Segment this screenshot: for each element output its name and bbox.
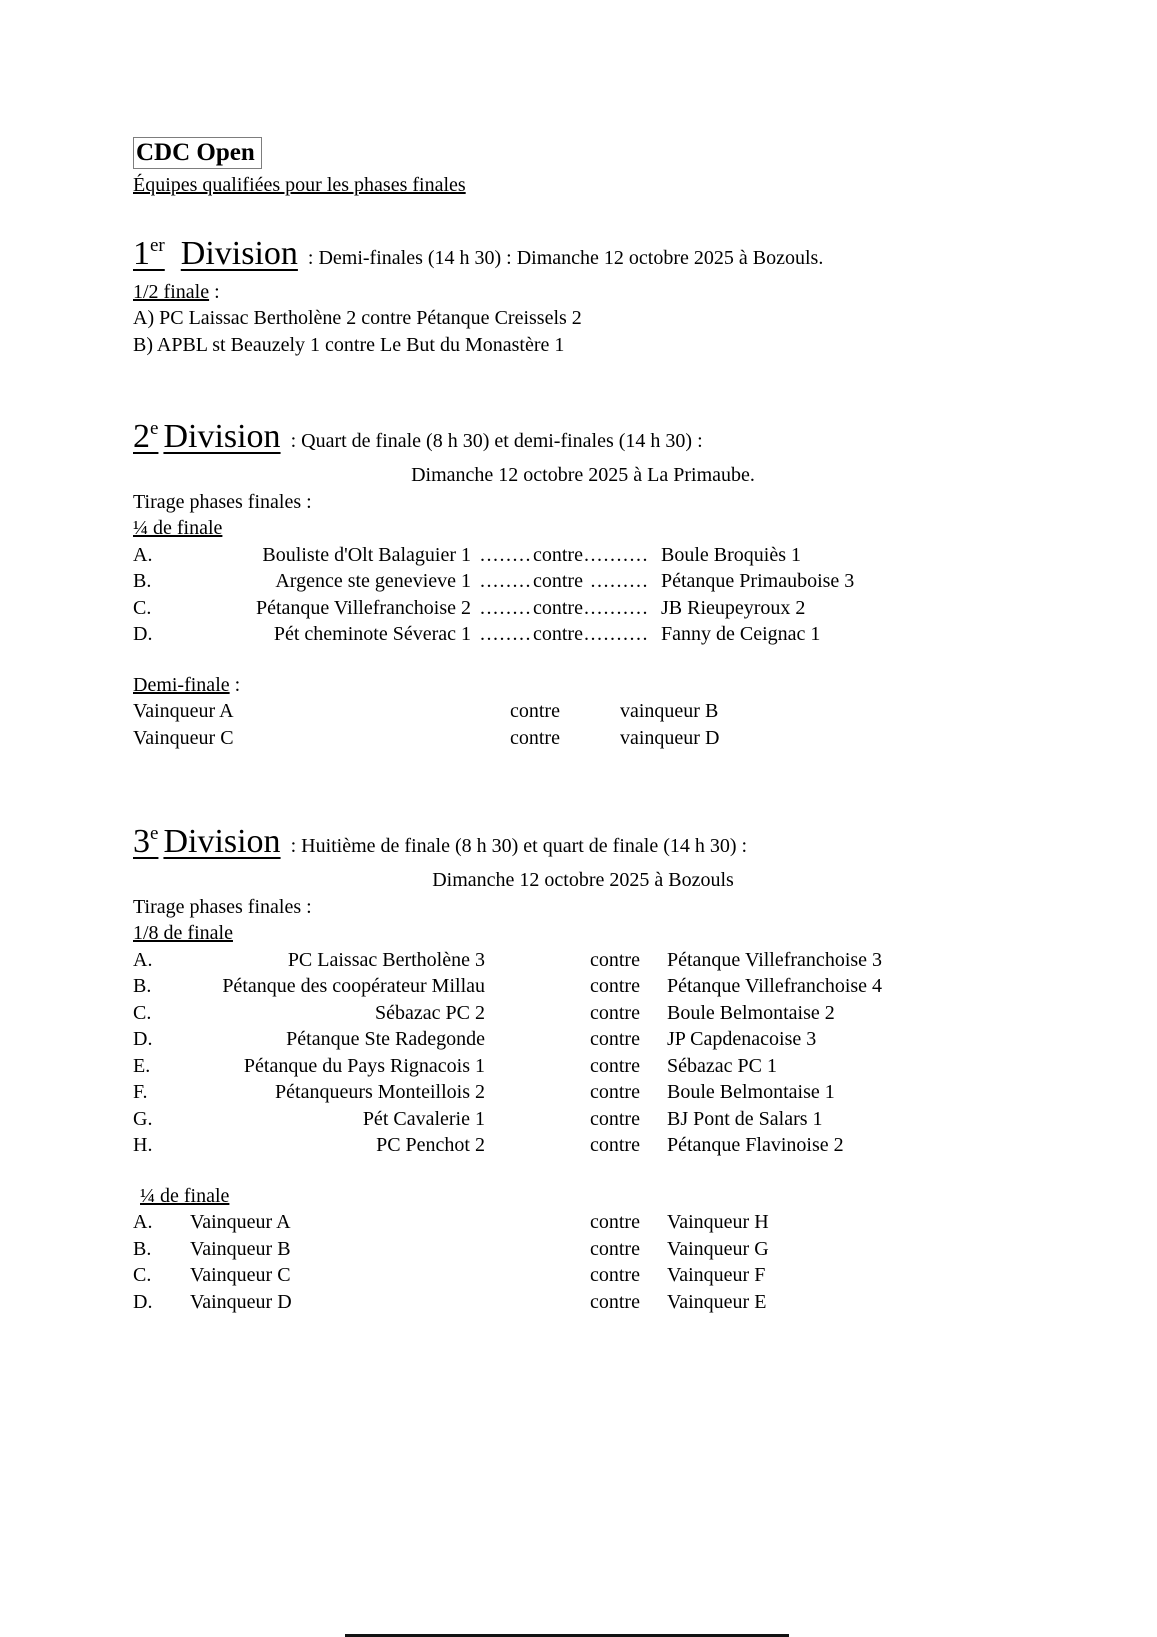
versus-label: contre — [590, 1054, 640, 1077]
team2: Pétanque Villefranchoise 3 — [667, 948, 883, 971]
division2-qf-row — [133, 542, 1097, 569]
division3-quarter-text: ¼ de finale — [140, 1184, 230, 1207]
division2-schedule: : Quart de finale (8 h 30) et demi-finales (14 h 30) : — [290, 430, 703, 452]
match-code: A. — [133, 948, 153, 971]
match-code: D. — [133, 1028, 153, 1050]
versus-label: contre — [590, 948, 640, 971]
team1: Bouliste d'Olt Balaguier 1 — [262, 543, 471, 566]
division3-eighth-label — [133, 920, 1097, 947]
division3-qf-row — [133, 1209, 1097, 1236]
match-code: C. — [133, 1001, 152, 1024]
leader-dots: .......... — [583, 623, 649, 645]
division2-number: 2 — [133, 418, 150, 455]
division3-ef-row — [133, 1026, 1097, 1053]
match-code: A. — [133, 543, 153, 566]
leader-dots: ........ — [480, 570, 532, 592]
match-code: A. — [133, 1211, 153, 1233]
versus-label: contre — [590, 1081, 640, 1103]
division2-semi-colon: : — [229, 673, 241, 696]
division1-title — [133, 235, 298, 272]
versus-label: contre — [590, 975, 640, 997]
versus-label: contre — [510, 726, 560, 749]
versus-label: contre — [533, 543, 583, 566]
leader-dots: ......... — [583, 570, 649, 592]
team1: Vainqueur A — [133, 700, 234, 722]
versus-label: contre — [533, 596, 583, 619]
division1-number: 1 — [133, 234, 150, 272]
division1-schedule: : Demi-finales (14 h 30) : Dimanche 12 octobre 2025 à Bozouls. — [307, 246, 824, 269]
document-subtitle: Équipes qualifiées pour les phases finales — [133, 174, 466, 196]
versus-leader — [471, 595, 661, 622]
team2: Boule Belmontaise 1 — [667, 1081, 835, 1103]
versus-label: contre — [590, 1237, 640, 1260]
team1: Pétanque des coopérateur Millau — [222, 975, 485, 997]
division3-ef-row — [133, 973, 1097, 1000]
versus-label: contre — [590, 1264, 640, 1286]
match-code: G. — [133, 1107, 153, 1130]
division3-schedule-line2: Dimanche 12 octobre 2025 à Bozouls — [432, 869, 734, 891]
division2-qf-row — [133, 595, 1097, 622]
match-code: F. — [133, 1081, 148, 1103]
team1: Argence ste genevieve 1 — [275, 570, 471, 592]
division3-eighth-text: 1/8 de finale — [133, 922, 233, 944]
versus-leader — [471, 568, 661, 595]
division2-ordinal: e — [150, 418, 159, 439]
team1: Vainqueur C — [133, 726, 234, 749]
team1: Vainqueur A — [190, 1211, 291, 1233]
division3-tirage-label: Tirage phases finales : — [133, 895, 312, 918]
match-code: C. — [133, 1264, 152, 1286]
team1: Sébazac PC 2 — [375, 1001, 485, 1024]
division2-title — [133, 418, 281, 455]
match-code: H. — [133, 1134, 153, 1156]
document-title: CDC Open — [133, 137, 262, 169]
division3-qf-row — [133, 1289, 1097, 1316]
division2-schedule-line2: Dimanche 12 octobre 2025 à La Primaube. — [411, 464, 755, 486]
versus-label: contre — [590, 1211, 640, 1233]
match-code: B. — [133, 1237, 152, 1260]
division3-ef-row — [133, 1000, 1097, 1027]
versus-label: contre — [590, 1028, 640, 1050]
division3-ef-row — [133, 947, 1097, 974]
team2: JP Capdenacoise 3 — [667, 1028, 817, 1050]
versus-leader — [471, 621, 661, 648]
team1: Vainqueur D — [190, 1290, 292, 1313]
team1: Pétanqueurs Monteillois 2 — [275, 1081, 485, 1103]
team1: PC Penchot 2 — [376, 1134, 485, 1156]
leader-dots: ........ — [480, 596, 532, 619]
division2-sf-row — [133, 725, 1097, 752]
division3-quarter-label — [140, 1183, 1097, 1210]
team2: Boule Broquiès 1 — [661, 543, 801, 566]
leader-dots: ........ — [480, 623, 532, 645]
division1-ordinal: er — [150, 234, 165, 256]
team1: Pét cheminote Séverac 1 — [273, 623, 471, 645]
team1: Pétanque du Pays Rignacois 1 — [243, 1054, 485, 1077]
division1-name: Division — [180, 234, 298, 272]
match-code: B. — [133, 570, 152, 592]
division3-ef-row — [133, 1053, 1097, 1080]
division3-name: Division — [163, 823, 281, 860]
team2: Fanny de Ceignac 1 — [661, 623, 821, 645]
title-block — [133, 137, 1097, 169]
versus-label: contre — [590, 1134, 640, 1156]
match-code: D. — [133, 1290, 153, 1313]
division3-ordinal: e — [150, 823, 159, 844]
team1: Pét Cavalerie 1 — [362, 1107, 485, 1130]
division3-ef-row — [133, 1132, 1097, 1159]
division2-tirage-label: Tirage phases finales : — [133, 490, 312, 513]
versus-leader — [471, 542, 661, 569]
versus-label: contre — [590, 1107, 640, 1130]
division2-sf-row — [133, 698, 1097, 725]
team2: JB Rieupeyroux 2 — [661, 596, 806, 619]
division2-heading — [133, 408, 1097, 462]
team2: Boule Belmontaise 2 — [667, 1001, 835, 1024]
versus-label: contre — [590, 1001, 640, 1024]
division3-title — [133, 823, 281, 860]
team2: BJ Pont de Salars 1 — [667, 1107, 823, 1130]
team1: Pétanque Villefranchoise 2 — [255, 596, 471, 619]
division2-qf-row — [133, 568, 1097, 595]
division3-heading — [133, 813, 1097, 867]
division3-ef-row — [133, 1106, 1097, 1133]
match-code: E. — [133, 1054, 151, 1077]
division2-semi-label — [133, 672, 1097, 699]
team1: PC Laissac Bertholène 3 — [287, 948, 485, 971]
versus-label: contre — [533, 623, 583, 645]
division2-qf-row — [133, 621, 1097, 648]
match-code: D. — [133, 623, 153, 645]
team2: Pétanque Flavinoise 2 — [667, 1134, 844, 1156]
team2: Pétanque Villefranchoise 4 — [667, 975, 883, 997]
division1-stage-label — [133, 279, 1097, 306]
versus-label: contre — [533, 570, 583, 592]
division1-match-b: B) APBL st Beauzely 1 contre Le But du Monastère 1 — [133, 333, 565, 356]
leader-dots: .......... — [583, 543, 649, 566]
division3-number: 3 — [133, 823, 150, 860]
team2: Vainqueur G — [667, 1237, 769, 1260]
division2-semi-text: Demi-finale — [133, 673, 230, 696]
team2: vainqueur D — [620, 726, 720, 749]
team2: Sébazac PC 1 — [667, 1054, 777, 1077]
match-code: B. — [133, 975, 152, 997]
team2: Pétanque Primauboise 3 — [661, 570, 855, 592]
team2: Vainqueur H — [667, 1211, 769, 1233]
team2: Vainqueur F — [667, 1264, 766, 1286]
division2-quarter-text: ¼ de finale — [133, 517, 223, 539]
division1-heading — [133, 225, 1097, 279]
division2-quarter-label — [133, 515, 1097, 542]
team1: Pétanque Ste Radegonde — [286, 1028, 485, 1050]
division3-schedule: : Huitième de finale (8 h 30) et quart de finale (14 h 30) : — [290, 835, 748, 857]
division3-qf-row — [133, 1262, 1097, 1289]
division1-stage-colon: : — [209, 280, 220, 303]
team2: vainqueur B — [620, 700, 719, 722]
versus-label: contre — [510, 700, 560, 722]
division3-qf-row — [133, 1236, 1097, 1263]
division1-stage-text: 1/2 finale — [133, 280, 210, 303]
team2: Vainqueur E — [667, 1290, 767, 1313]
leader-dots: .......... — [583, 596, 649, 619]
division3-ef-row — [133, 1079, 1097, 1106]
team1: Vainqueur B — [190, 1237, 291, 1260]
leader-dots: ........ — [480, 543, 532, 566]
team1: Vainqueur C — [190, 1264, 291, 1286]
match-code: C. — [133, 596, 152, 619]
versus-label: contre — [590, 1290, 640, 1313]
division1-match-a: A) PC Laissac Bertholène 2 contre Pétanque Creissels 2 — [133, 307, 582, 329]
division2-name: Division — [163, 418, 281, 455]
